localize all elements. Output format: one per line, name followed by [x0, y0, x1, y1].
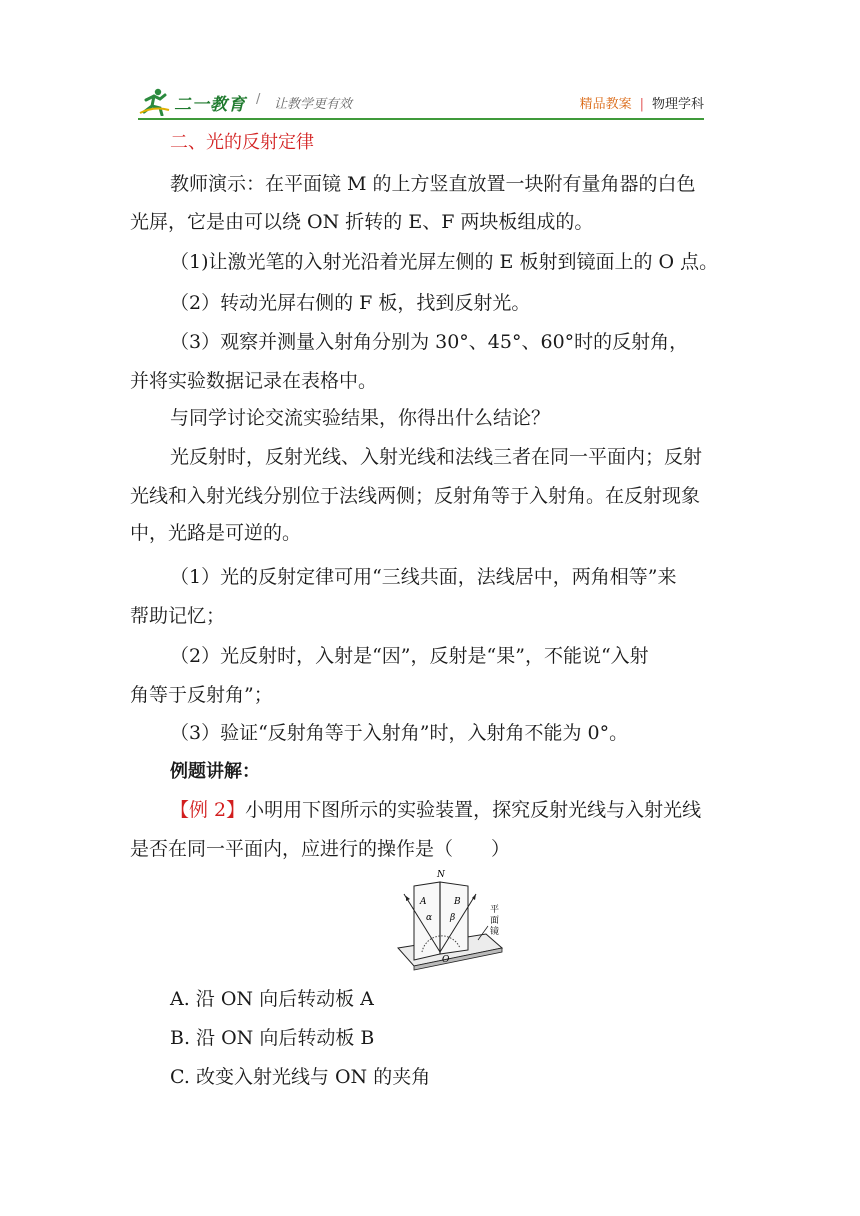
paragraph-line: （3）验证“反射角等于入射角”时，入射角不能为 0°。 [170, 722, 629, 744]
example-heading: 例题讲解： [170, 761, 260, 782]
paragraph-line: 并将实验数据记录在表格中。 [130, 370, 378, 392]
paragraph-line: 角等于反射角”； [130, 684, 273, 706]
runner-logo-icon [138, 86, 170, 116]
header-slash: / [256, 92, 261, 107]
label-a: A [420, 897, 427, 907]
paragraph-line: 光屏，它是由可以绕 ON 折转的 E、F 两块板组成的。 [130, 211, 594, 233]
paragraph-line: 光线和入射光线分别位于法线两侧；反射角等于入射角。在反射现象 [130, 485, 701, 507]
header-right [580, 93, 704, 112]
paragraph-line: 与同学讨论交流实验结果，你得出什么结论？ [170, 407, 551, 429]
paragraph-line: （2）光反射时，入射是“因”，反射是“果”，不能说“入射 [170, 645, 649, 667]
paragraph-line: （2）转动光屏右侧的 F 板，找到反射光。 [170, 292, 531, 314]
label-b: B [454, 897, 461, 907]
mirror-label-3: 镜 [490, 927, 500, 937]
brand-name: 二一教育 [174, 95, 246, 115]
header-separator: | [639, 97, 644, 112]
paragraph-line: 中，光路是可逆的。 [130, 522, 302, 544]
paragraph-line: 教师演示：在平面镜 M 的上方竖直放置一块附有量角器的白色 [170, 173, 696, 195]
mirror-experiment-figure [392, 862, 522, 972]
category-label: 精品教案 [579, 97, 632, 112]
option-a: A. 沿 ON 向后转动板 A [170, 988, 374, 1010]
example-line [130, 797, 770, 823]
label-o: O [442, 955, 450, 965]
label-alpha: α [426, 913, 433, 923]
label-n: N [437, 870, 445, 880]
subject-label: 物理学科 [651, 97, 704, 112]
label-beta: β [450, 913, 456, 923]
paragraph-line: 是否在同一平面内，应进行的操作是（ ） [130, 838, 511, 860]
paragraph-line: （3）观察并测量入射角分别为 30°、45°、60°时的反射角， [170, 331, 689, 353]
paragraph-line: 光反射时，反射光线、入射光线和法线三者在同一平面内；反射 [170, 446, 703, 468]
example-tag: 【例 2】 [170, 799, 246, 821]
example-text: 小明用下图所示的实验装置，探究反射光线与入射光线 [245, 799, 702, 821]
paragraph-line: （1）光的反射定律可用“三线共面，法线居中，两角相等”来 [170, 566, 677, 588]
option-b: B. 沿 ON 向后转动板 B [170, 1027, 375, 1049]
paragraph-line: （1)让激光笔的入射光沿着光屏左侧的 E 板射到镜面上的 O 点。 [170, 251, 719, 273]
mirror-label-2: 面 [490, 916, 500, 926]
brand-slogan: 让教学更有效 [274, 97, 353, 112]
page-header [138, 82, 704, 120]
paragraph-line: 帮助记忆； [130, 605, 226, 627]
mirror-label-1: 平 [490, 905, 500, 915]
option-c: C. 改变入射光线与 ON 的夹角 [170, 1066, 431, 1088]
section-title: 二、光的反射定律 [170, 132, 314, 153]
